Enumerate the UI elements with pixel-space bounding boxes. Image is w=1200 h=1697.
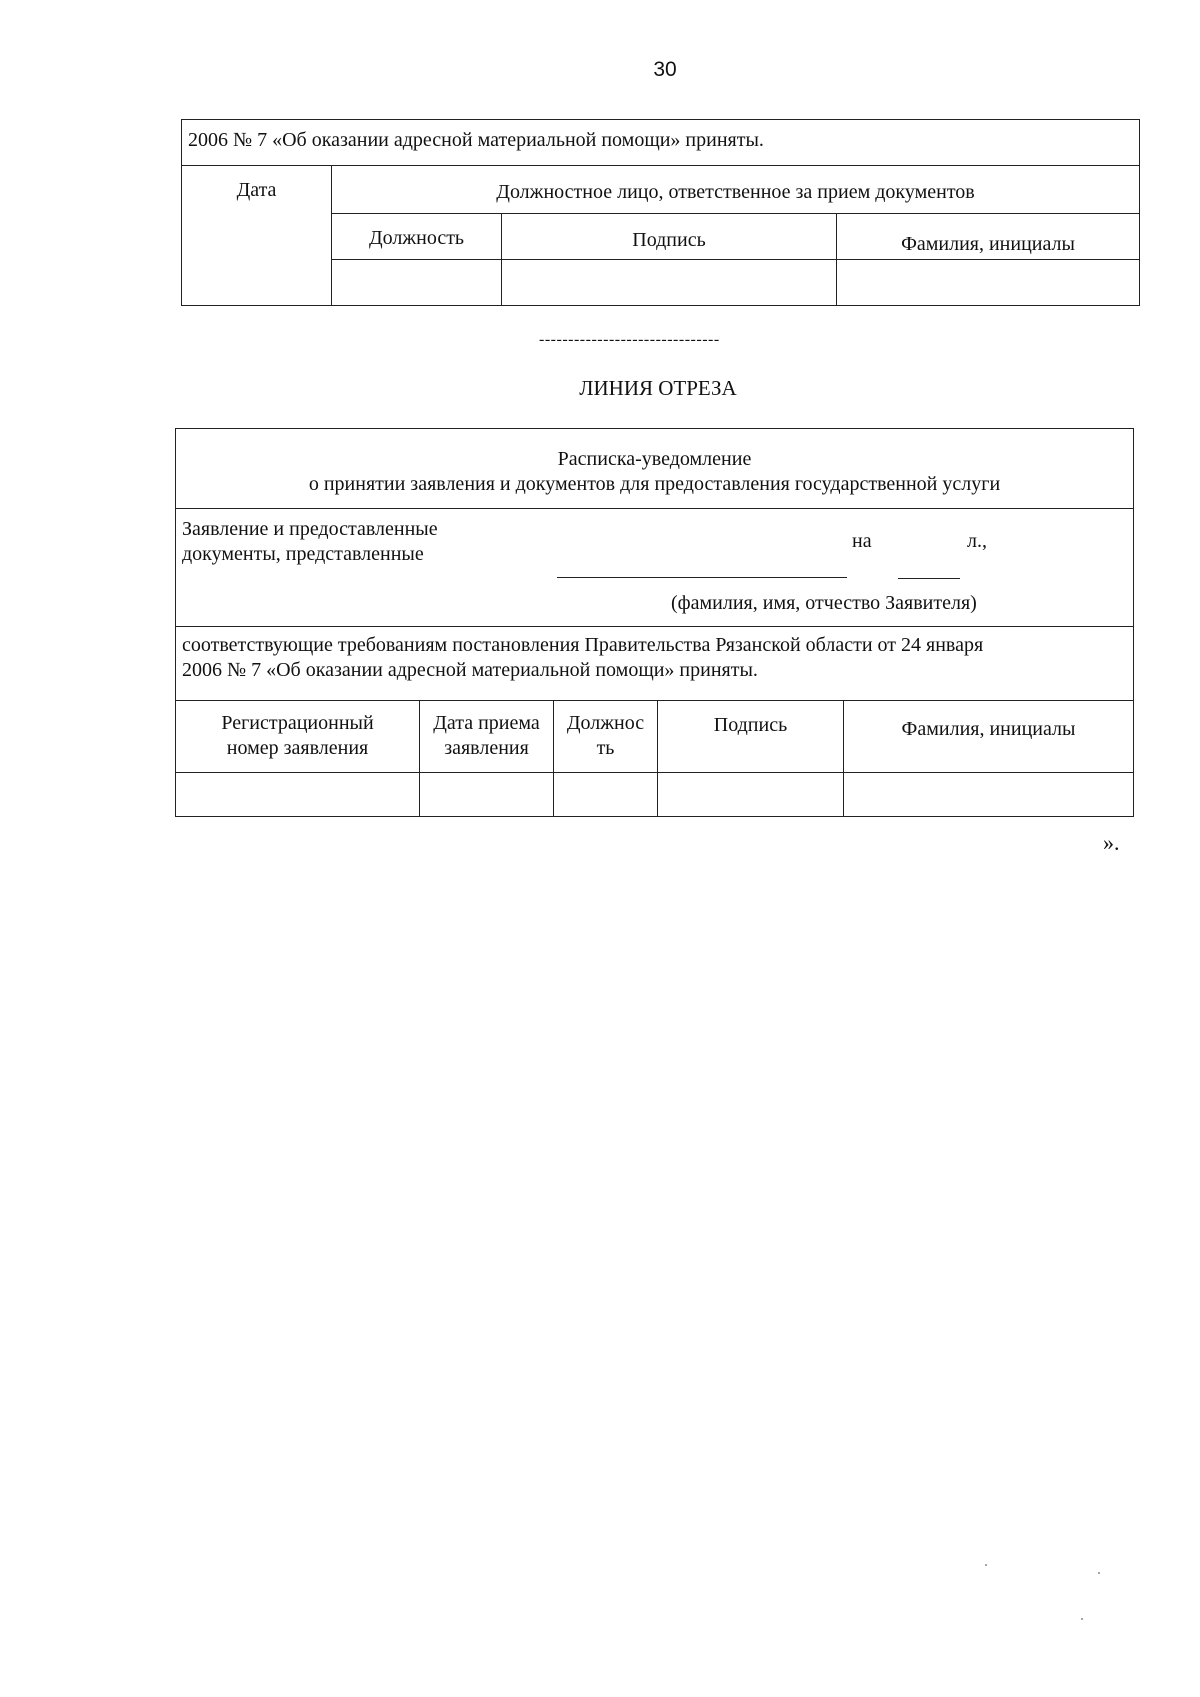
applicant-line2: документы, представленные: [182, 543, 424, 565]
col-reg-number-line1: Регистрационный: [221, 712, 374, 734]
col-receipt-date: [420, 701, 554, 773]
col-name-receipt: Фамилия, инициалы: [844, 701, 1134, 773]
receipt-title-line2: о принятии заявления и документов для предоставления государственной услуги: [308, 473, 1001, 495]
cell-name-empty: [837, 260, 1140, 306]
cell-signature-empty: [502, 260, 837, 306]
col-position-receipt: [554, 701, 658, 773]
col-name: Фамилия, инициалы: [837, 214, 1140, 260]
scan-speck: [985, 1564, 987, 1566]
col-signature-receipt: Подпись: [658, 701, 844, 773]
applicant-block: [176, 509, 1134, 627]
col-signature: Подпись: [502, 214, 837, 260]
cell-position-empty: [332, 260, 502, 306]
sheets-word: л.,: [967, 530, 987, 552]
closing-quote: ».: [1103, 830, 1120, 855]
col-position-receipt-line2: ть: [596, 737, 615, 759]
scan-speck: [1098, 1572, 1100, 1574]
applicant-caption: (фамилия, имя, отчество Заявителя): [671, 592, 977, 614]
acceptance-table-top-text: 2006 № 7 «Об оказании адресной материальной помощи» приняты.: [182, 120, 1140, 166]
col-reg-number-line2: номер заявления: [226, 737, 369, 759]
cell-signature-receipt-empty: [658, 773, 844, 817]
scan-speck: [1081, 1618, 1083, 1620]
receipt-title-line1: Расписка-уведомление: [557, 448, 752, 470]
cut-line-dashes: -------------------------------: [539, 331, 720, 348]
compliance-line1: соответствующие требованиям постановления Правительства Рязанской области от 24 января: [182, 634, 984, 656]
col-receipt-date-line2: заявления: [444, 737, 529, 759]
applicant-line1: Заявление и предоставленные: [182, 518, 438, 540]
col-reg-number: [176, 701, 420, 773]
cut-line-title: ЛИНИЯ ОТРЕЗА: [579, 376, 737, 400]
acceptance-table: [181, 119, 1140, 306]
cell-position-receipt-empty: [554, 773, 658, 817]
col-position: Должность: [332, 214, 502, 260]
page-number: 30: [653, 58, 677, 81]
sheets-count-underline: [898, 578, 960, 579]
on-word: на: [852, 530, 872, 552]
compliance-text: [176, 627, 1134, 701]
cell-receipt-date-empty: [420, 773, 554, 817]
applicant-name-underline: [557, 577, 847, 578]
col-receipt-date-line1: Дата приема: [433, 712, 540, 734]
compliance-line2: 2006 № 7 «Об оказании адресной материальной помощи» приняты.: [182, 659, 758, 681]
receipt-table: [175, 428, 1134, 817]
date-header: Дата: [182, 166, 332, 306]
cell-name-receipt-empty: [844, 773, 1134, 817]
col-position-receipt-line1: Должнос: [566, 712, 645, 734]
cell-reg-number-empty: [176, 773, 420, 817]
official-header: Должностное лицо, ответственное за прием документов: [332, 166, 1140, 214]
receipt-title: [176, 429, 1134, 509]
